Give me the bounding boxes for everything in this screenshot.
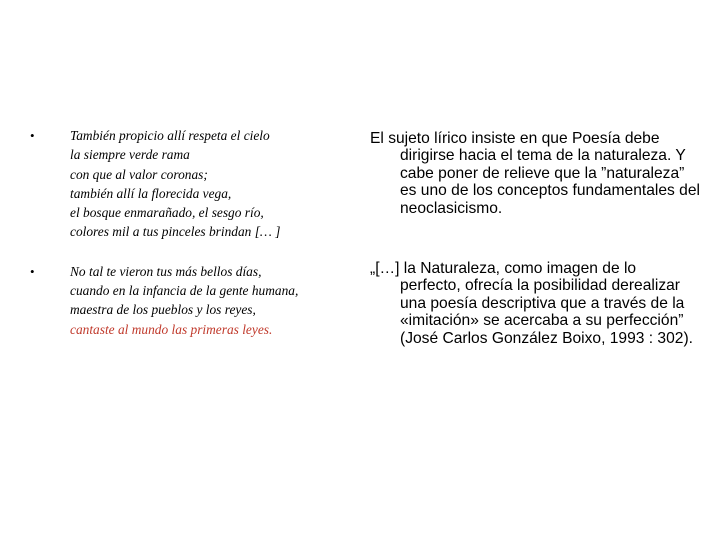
poem-stanza-1	[30, 126, 350, 242]
poem-line: maestra de los pueblos y los reyes,	[70, 302, 256, 318]
bullet-icon: •	[30, 128, 35, 143]
poem-line: colores mil a tus pinceles brindan [… ]	[70, 224, 281, 240]
poem-line: también allí la florecida vega,	[70, 185, 232, 201]
quotation-paragraph: „[…] la Naturaleza, como imagen de lo perfecto, ofrecía la posibilidad derealizar una poesía descriptiva que a través de la «imitación» se acercaba a su perfección” (José Carlos González Boixo, 1993 : 302).	[370, 260, 693, 347]
poem-stanza-2	[30, 262, 350, 339]
poem-column	[30, 126, 350, 339]
poem-line: cuando en la infancia de la gente humana,	[70, 283, 299, 299]
poem-line: No tal te vieron tus más bellos días,	[70, 263, 262, 279]
commentary-paragraph: El sujeto lírico insiste en que Poesía debe dirigirse hacia el tema de la naturaleza. Y cabe poner de relieve que la ”naturaleza” es uno de los conceptos fundamentales del neoclasicismo.	[370, 130, 700, 217]
poem-line: la siempre verde rama	[70, 147, 190, 163]
poem-line: el bosque enmarañado, el sesgo río,	[70, 205, 264, 221]
bullet-icon: •	[30, 263, 35, 279]
poem-line: con que al valor coronas;	[70, 166, 208, 182]
poem-line-highlighted: cantaste al mundo las primeras leyes.	[70, 321, 273, 337]
poem-line: También propicio allí respeta el cielo	[70, 128, 270, 143]
